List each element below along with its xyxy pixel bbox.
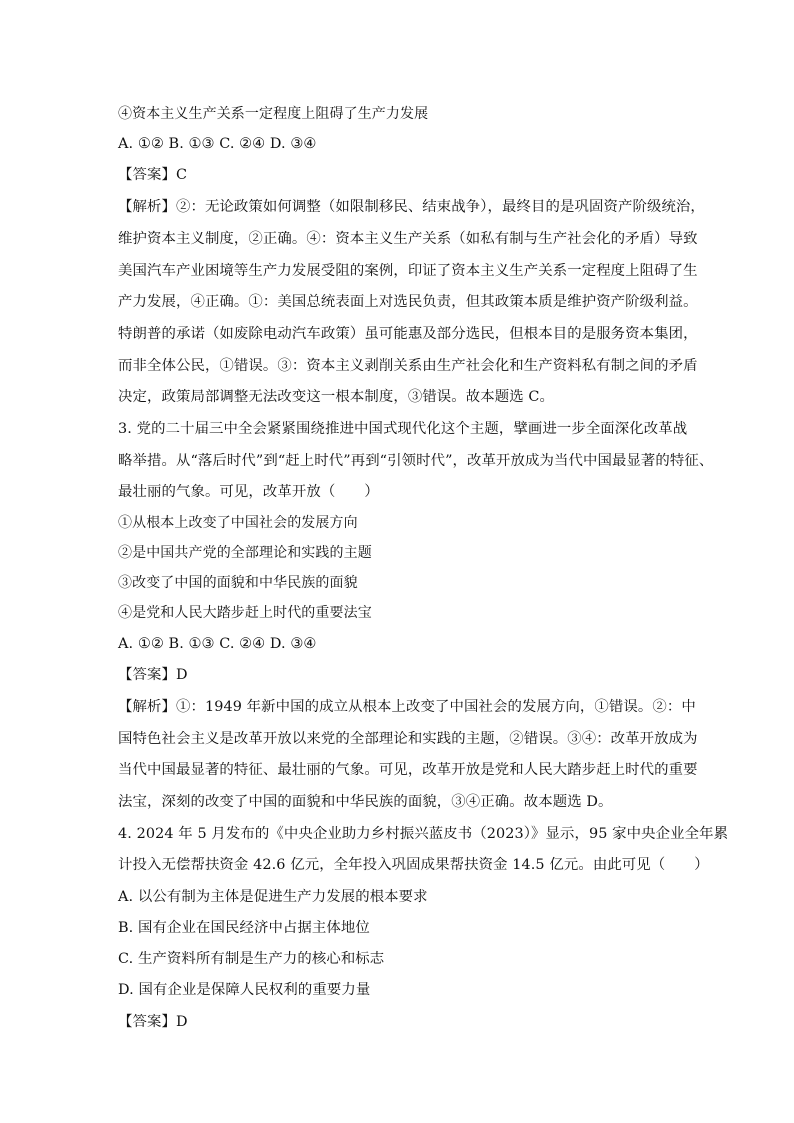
q3-item-2: ②是中国共产党的全部理论和实践的主题 — [118, 545, 372, 561]
q2-options: A. ①② B. ①③ C. ②④ D. ③④ — [118, 136, 317, 152]
q2-analysis-line: 【解析】②：无论政策如何调整（如限制移民、结束战争），最终目的是巩固资产阶级统治， — [118, 199, 705, 215]
q3-options: A. ①② B. ①③ C. ②④ D. ③④ — [118, 636, 317, 652]
q3-stem-line: 3. 党的二十届三中全会紧紧围绕推进中国式现代化这个主题，擘画进一步全面深化改革战 — [118, 421, 688, 437]
q3-item-4: ④是党和人民大踏步赶上时代的重要法宝 — [118, 605, 372, 621]
q4-option-d: D. 国有企业是保障人民权利的重要力量 — [118, 982, 371, 998]
q2-analysis-line: 而非全体公民，①错误。③：资本主义剥削关系由生产社会化和生产资料私有制之间的矛盾 — [118, 358, 698, 374]
q3-answer: 【答案】D — [118, 667, 188, 683]
q2-analysis-line: 决定，政策局部调整无法改变这一根本制度，③错误。故本题选 C。 — [118, 389, 555, 405]
q3-analysis-line: 法宝，深刻的改变了中国的面貌和中华民族的面貌，③④正确。故本题选 D。 — [118, 794, 613, 810]
q2-item-4: ④资本主义生产关系一定程度上阻碍了生产力发展 — [118, 106, 429, 122]
q3-analysis-line: 【解析】①：1949 年新中国的成立从根本上改变了中国社会的发展方向，①错误。②：中 — [118, 699, 696, 715]
q3-analysis-line: 当代中国最显著的特征、最壮丽的气象。可见，改革开放是党和人民大踏步赶上时代的重要 — [118, 762, 698, 778]
q2-analysis-line: 维护资本主义制度，②正确。④：资本主义生产关系（如私有制与生产社会化的矛盾）导致 — [118, 231, 698, 247]
q3-stem-line: 略举措。从“落后时代”到“赶上时代”再到“引领时代”，改革开放成为当代中国最显著的特征、 — [118, 453, 714, 469]
q2-analysis-line: 特朗普的承诺（如废除电动汽车政策）虽可能惠及部分选民，但根本目的是服务资本集团， — [118, 326, 698, 342]
q4-option-c: C. 生产资料所有制是生产力的核心和标志 — [118, 951, 385, 967]
q4-stem-line: 计投入无偿帮扶资金 42.6 亿元，全年投入巩固成果帮扶资金 14.5 亿元。由此可见（ ） — [118, 857, 709, 873]
q4-option-b: B. 国有企业在国民经济中占据主体地位 — [118, 920, 370, 936]
q2-analysis-line: 产力发展，④正确。①：美国总统表面上对选民负责，但其政策本质是维护资产阶级利益。 — [118, 294, 698, 310]
q3-stem-line: 最壮丽的气象。可见，改革开放（ ） — [118, 484, 379, 500]
q4-option-a: A. 以公有制为主体是促进生产力发展的根本要求 — [118, 889, 428, 905]
q3-item-1: ①从根本上改变了中国社会的发展方向 — [118, 515, 358, 531]
q2-answer: 【答案】C — [118, 167, 188, 183]
q4-stem-line: 4. 2024 年 5 月发布的《中央企业助力乡村振兴蓝皮书（2023）》显示，95 家中央企业全年累 — [118, 826, 729, 842]
q2-analysis-line: 美国汽车产业困境等生产力发展受阻的案例，印证了资本主义生产关系一定程度上阻碍了生 — [118, 263, 698, 279]
q3-analysis-line: 国特色社会主义是改革开放以来党的全部理论和实践的主题，②错误。③④：改革开放成为 — [118, 731, 698, 747]
q4-answer: 【答案】D — [118, 1014, 188, 1030]
q3-item-3: ③改变了中国的面貌和中华民族的面貌 — [118, 575, 358, 591]
